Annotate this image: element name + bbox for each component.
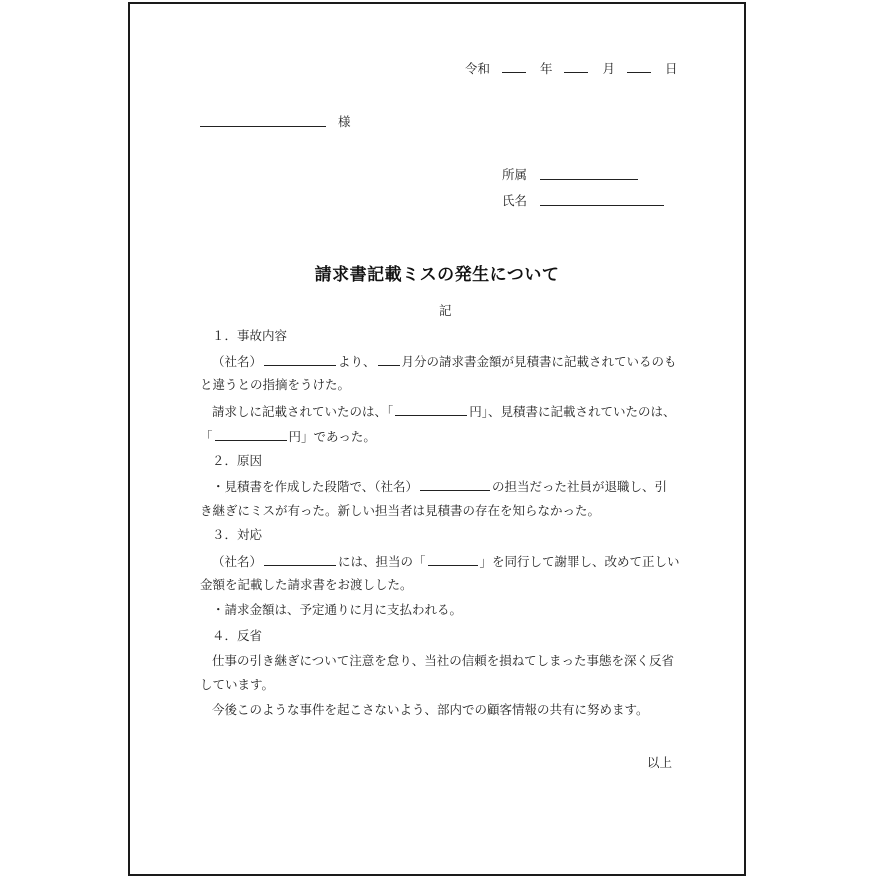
person-blank: [428, 553, 478, 566]
document-page: [128, 2, 746, 876]
section-3-heading: ３．対応: [212, 527, 263, 542]
section-4-line-3: 今後このような事件を起こさないよう、部内での顧客情報の共有に努めます。: [212, 702, 649, 717]
section-4-heading: ４．反省: [212, 628, 263, 643]
section-2-heading: ２．原因: [212, 453, 263, 468]
section-2-line-2: き継ぎにミスが有った。新しい担当者は見積書の存在を知らなかった。: [200, 503, 601, 518]
date-month-blank: [564, 60, 588, 73]
company-label: （社名）: [212, 354, 263, 369]
estimate-amount-blank: [215, 428, 287, 441]
date-year-blank: [502, 60, 526, 73]
date-month-unit: 月: [602, 61, 615, 76]
section-4-line-2: しています。: [200, 677, 275, 692]
date-era: 令和: [465, 61, 491, 76]
section-1-text: 円」、見積書に記載されていたのは、: [469, 404, 676, 419]
section-1-line-4: [200, 428, 376, 445]
section-3-line-3: ・請求金額は、予定通りに月に支払われる。: [212, 602, 463, 617]
section-1-text: 月分の請求書金額が見積書に記載されているのも: [401, 354, 677, 369]
section-1-text: 「: [200, 429, 213, 444]
section-1-line-2: と違うとの指摘をうけた。: [200, 377, 351, 392]
date-year-unit: 年: [539, 61, 553, 76]
section-4-line-1: 仕事の引き継ぎについて注意を怠り、当社の信頼を損ねてしまった事態を深く反省: [212, 653, 674, 668]
name-blank: [540, 205, 664, 206]
section-2-line-1: [212, 478, 667, 495]
company-label: （社名）: [212, 554, 263, 569]
name-label: 氏名: [502, 193, 528, 208]
affiliation-label: 所属: [502, 167, 528, 182]
section-3-line-2: 金額を記載した請求書をお渡しした。: [200, 577, 413, 592]
section-1-text: 円」であった。: [288, 429, 376, 444]
section-1-text: より、: [338, 354, 376, 369]
month-blank: [378, 353, 400, 366]
addressee-blank: [200, 126, 326, 127]
section-1-text: 請求しに記載されていたのは、「: [212, 404, 394, 419]
section-2-text: の担当だった社員が退職し、引: [492, 479, 668, 494]
section-1-line-1: [212, 353, 677, 370]
affiliation-blank: [540, 179, 638, 180]
company-blank: [420, 478, 490, 491]
section-1-line-3: [212, 403, 676, 420]
addressee-honorific: 様: [338, 114, 351, 129]
document-title: 請求書記載ミスの発生について: [314, 265, 560, 285]
company-blank: [264, 353, 336, 366]
section-1-heading: １．事故内容: [212, 328, 288, 343]
section-3-line-1: [212, 553, 680, 570]
section-3-text: には、担当の「: [338, 554, 426, 569]
date-day-unit: 日: [664, 61, 678, 76]
date-line: [465, 60, 677, 77]
invoice-amount-blank: [395, 403, 467, 416]
section-3-text: 」を同行して謝罪し、改めて正しい: [479, 554, 680, 569]
closing-ijou: 以上: [647, 755, 673, 770]
date-day-blank: [627, 60, 651, 73]
ki-marker: 記: [439, 303, 452, 318]
section-2-text: ・見積書を作成した段階で、（社名）: [212, 479, 419, 494]
company-blank: [264, 553, 336, 566]
